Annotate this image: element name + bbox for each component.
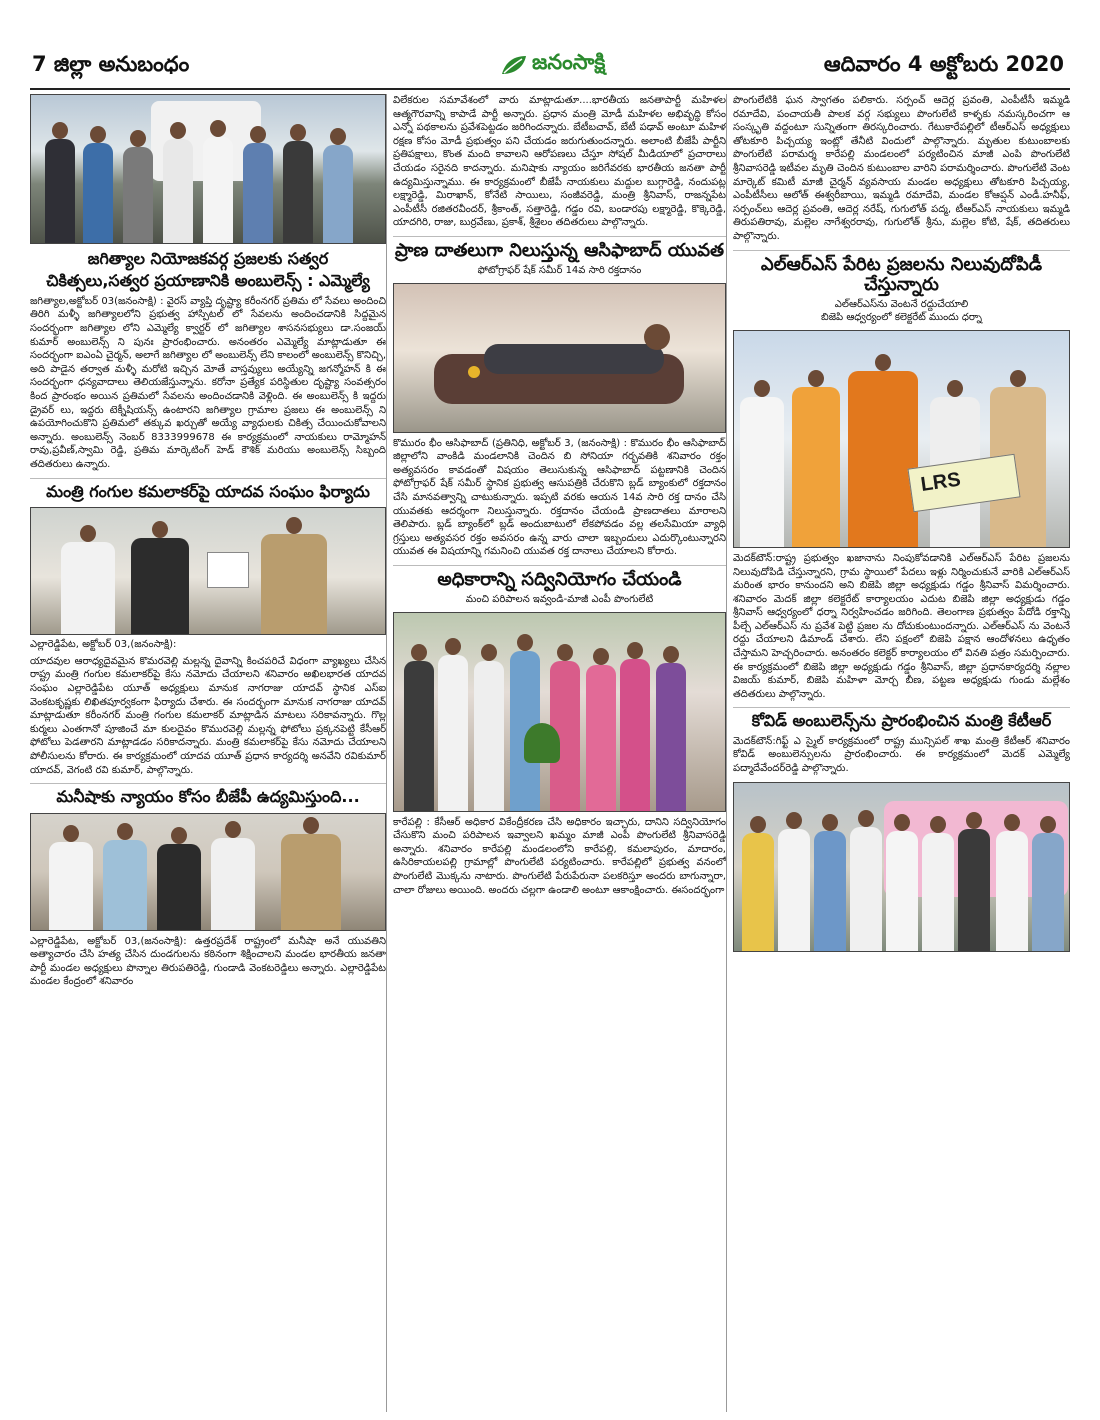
placard-text: LRS — [919, 468, 963, 496]
story-blood-donation-body: కొమురం భీం ఆసిఫాబాద్ (ప్రతినిధి, అక్టోబర్ 3, (జనంసాక్షి) : కొమురం భీం ఆసిఫాబాద్ జిల్లాలోని వాంకిడి మండలానికి చెందిన బి సోనియా గర్భవతికి శనివారం రక్తం అత్యవసరం కావడంతో విషయం తెలుసుకున్న ఆసిఫాబాద్ పట్టణానికి చెందిన ఫోటోగ్రాఫర్ షేక్ సమీర్ స్థానిక ప్రభుత్వ ఆసుపత్రికి చేరుకొని బ్లడ్ బ్యాంకులో రక్తదానం చేసి మానవత్వాన్ని చాటుకున్నారు. ఇప్పటి వరకు ఆయన 14వ సారి రక్త దానం చేసి యువతకు ఆదర్శంగా నిలుస్తున్నారు. రక్తదానం చేయండి ప్రాణదాతలు మారాలని తెలిపారు. బ్లడ్ బ్యాంక్‌లో బ్లడ్ అందుబాటులో లేకపోవడం వల్ల తలసేమియా వ్యాధి గ్రస్తులు అత్యవసర రక్తం అవసరం ఉన్న వారు చాలా ఇబ్బందులు ఎదుర్కొంటున్నారని యువత ఈ విషయాన్ని గమనించి యువత రక్త దానాలు చేయాలని కోరారు. — [393, 437, 726, 558]
story-manisha-headline: మనీషాకు న్యాయం కోసం బీజేపీ ఉద్యమిస్తుంది... — [56, 787, 360, 807]
story-lrs-body: మెదక్‌టౌన్:రాష్ట్ర ప్రభుత్వం ఖజానాను నింపుకోవడానికి ఎల్ఆర్ఎస్ పేరిట ప్రజలను నిలువుదోపిడి చేస్తున్నారని, గ్రామ స్థాయిలో పేదలు ఇళ్లు నిర్మించుకునే వారికి ఎల్ఆర్ఎస్ మరింత భారం కానుందని అని బిజెపి జిల్లా అధ్యక్షుడు గడ్డం శ్రీనివాస్ విమర్శించారు. శనివారం మెదక్ జిల్లా కలెక్టరేట్ కార్యాలయం ఎదుట బిజెపి జిల్లా అధ్యక్షుడు గడ్డం శ్రీనివాస్ ఆధ్వర్యంలో ధర్నా నిర్వహించడం జరిగింది. తెలంగాణ ప్రభుత్వం పేదోడి రక్తాన్ని పీల్చే ఎల్ఆర్ఎస్ ను ప్రవేశ పెట్టి ప్రజల ను దోచుకుంటుందన్నారు. ఎల్ఆర్ఎస్ ను వెంటనే రద్దు చేయాలని డిమాండ్ చేశారు. లేని పక్షంలో బిజెపి పక్షాన ఆందోళనలు ఉధృతం చేస్తామని హెచ్చరించారు. అనంతరం కలెక్టర్ కార్యాలయం లో వినతి పత్రం సమర్పించారు. ఈ కార్యక్రమంలో బిజెపి జిల్లా అధ్యక్షుడు గడ్డం శ్రీనివాస్, జిల్లా ప్రధానకార్యదర్శి నల్లాల విజయ్ కుమార్, బిజెపి మహిళా మోర్చ బీణ, పట్టణ అధ్యక్షుడు గుండు మల్లేశం తదితరులు పాల్గొన్నారు. — [733, 552, 1070, 700]
section-divider — [30, 783, 386, 784]
story-ponguleti-continued-body: పొంగులేటికి ఘన స్వాగతం పలికారు. సర్పంచ్ ఆదెర్ల ప్రవంతి, ఎంపీటీసీ ఇమ్మడి రమాదేవి, పంచాయతీ పాలక వర్గ సభ్యులు పొంగులేటి కాళ్ళకు నమస్కరించగా ఆ సంస్కృతి వద్దంటూ సున్నితంగా తిరస్కరించారు. గేటుకారేపల్లిలో టీఆర్ఎస్ అధ్యక్షులు తోటకూరి పిచ్చయ్య ఇంట్లో తేనీటి విందులో పాల్గొన్నారు. మృతుల కుటుంబాలకు పొంగులేటి పరామర్శ కారేపల్లి మండలంలో పర్యటించిన మాజీ ఎంపి పొంగులేటి శ్రీనివాసరెడ్డి ఇటీవల మృతి చెందిన కుటుంబాల వారిని పరామర్శించారు. పొంగులేటి వెంట మార్కెట్ కమిటీ మాజీ చైర్మన్ వ్యవసాయ మండల అధ్యక్షులు తోటకూరి పిచ్చయ్య, ఎంపీటీసీలు ఆలోత్ ఈశ్వరీబాయి, ఇమ్మడి రమాదేవి, మండల కోఆప్షన్ ఎండీ.హనీఫ్, సర్పంచ్‌లు ఆదెర్ల ప్రవంతి, ఆదెర్ల నరేష్, గుగులోత్ పద్మ, టీఆర్ఎస్ నాయకులు ఇమ్మడి తిరుపతిరావు, మల్లెల నాగేశ్వరరావు, గుగులోత్ శ్రీను, మల్లెల కోటి, షేక్, తదితరులు పాల్గొన్నారు. — [733, 95, 1070, 242]
section-divider — [733, 250, 1070, 251]
story-ambulance-body: జగిత్యాల,అక్టోబర్ 03(జనంసాక్షి) : వైరస్ వ్యాప్తి దృష్ట్యా కరీంనగర్ ప్రతిమ లో సేవలు అందించి తిరిగి మళ్ళీ జగిత్యాలలోని ప్రభుత్వ హాస్పిటల్ లో సేవలను అందించడానికి సిద్దమైన సందర్భంగా జగిత్యాల లోని ఎమ్మెల్యే క్వార్టర్ లో జగిత్యాల శాసనసభ్యులు డా.సంజయ్ కుమార్ అంబులెన్స్ ని పునః ప్రారంభించారు. అనంతరం ఎమ్మెల్యే మాట్లాడుతూ ఈ సందర్భంగా ఐఎంఏ చైర్మన్, అలాగే జగిత్యాల లో అంబులెన్స్ లేని కాలంలో అంబులెన్స్ కొనిచ్చి, అది పాడైన తర్వాత మళ్ళీ మరోటి ఇచ్చిన మోతే వాస్తవ్యులు అయ్యేన్ని జగన్మోహన్ కి ఈ సందర్భంగా ధన్యవాదాలు తెలియజేస్తున్నాను. కరోనా ప్రత్యేక పరిస్థితుల దృష్ట్యా సంవత్సరం కింద ప్రారంభం అయిన ప్రతిమలో సేవలను అందించడానికి వెళ్లింది. ఈ అంబులెన్స్ కి ఇద్దరు డ్రైవర్ లు, ఇద్దరు టెక్నీషియన్స్ ఉంటారని జగిత్యాల గ్రామాల ప్రజలు ఈ అంబులెన్స్ ని ఉపయోగించుకొని ప్రతిమలో తక్కువ ఖర్చుతో అయ్యే వ్యాధులకు చికిత్స చేయించుకోవాలని అన్నారు. అంబులెన్స్ నెంబర్ 8333999678 ఈ కార్యక్రమంలో నాయకులు రామ్మోహన్ రావు,ప్రవీణ్,స్వామి రెడ్డి, ప్రతిమ మార్కెటింగ్ హెడ్ కౌశిక్ మరియు అంబులెన్స్ సిబ్బంది తదితరులు ఉన్నారు. — [30, 295, 386, 470]
stress-ball — [468, 366, 480, 378]
story-ponguleti-headline: అధికారాన్ని సద్వినియోగం చేయండి — [437, 568, 682, 590]
story-lrs-subhead-1: ఎల్ఆర్ఎస్‌ను వెంటనే రద్దుచేయాలి — [834, 298, 969, 310]
bjp-memorandum-photo — [30, 813, 386, 931]
story-blood-donation-subhead: ఫోటోగ్రాఫర్ షేక్ సమీర్ 14వ సారి రక్తదానం — [477, 264, 642, 276]
section-divider — [30, 478, 386, 479]
sapling — [524, 723, 560, 763]
leaf-logo-icon — [500, 54, 528, 76]
newspaper-logo — [500, 50, 605, 80]
blood-donation-photo — [393, 283, 726, 433]
story-ktr-headline: కోవిడ్ అంబులెన్స్‌ను ప్రారంభించిన మంత్రి కేటీఆర్ — [751, 711, 1052, 731]
story-yadava-body: యాదవుల ఆరాధ్యదైవమైన కొమరవెల్లి మల్లన్న దైవాన్ని కించపరిచే విధంగా వ్యాఖ్యలు చేసిన రాష్ట్ర మంత్రి గంగుల కమలాకర్‌పై కేసు నమోదు చేయాలని శనివారం అఖిలభారత యాదవ సంఘం ఎల్లారెడ్డిపేట యూత్ అధ్యక్షులు మానుక నాగరాజు యాదవ్ స్థానిక ఎస్ఐ వెంకటకృష్ణకు లిఖితపూర్వకంగా ఫిర్యాదు చేశారు. ఈ సందర్భంగా మానుక నాగరాజు యాదవ్ మాట్లాడుతూ కరీంనగర్ మంత్రి గంగుల కమలాకర్ మాట్లాడిన మాటలు సరికావన్నారు. గొల్ల కుర్మలు ఎంతగానో పూజించే మా కులదైవం కొమురవెల్లి మల్లన్న ఫోటోలు ప్రక్కనపెట్టి కేసీఆర్ ఫోటోలు పెడతారని మాట్లాడడం సరికాదన్నారు. మంత్రి కమలాకర్‌పై కేసు నమోదు చేయాలని పోలీసులను కోరారు. ఈ కార్యక్రమంలో యాదవ యూత్ ప్రధాన కార్యదర్శి అనవేని రవికుమార్ యాదవ్, వెగంటి రవి కుమార్, పాల్గొన్నారు. — [30, 655, 386, 776]
story-ponguleti-subhead: మంచి పరిపాలన ఇవ్వండి-మాజీ ఎంపీ పొంగులేటి — [465, 593, 654, 605]
donor-figure — [484, 344, 664, 374]
story-ambulance-headline-1: జగిత్యాల నియోజకవర్గ ప్రజలకు సత్వర — [87, 249, 329, 268]
story-ktr-body: మెదక్‌టౌన్:గిఫ్ట్ ఎ స్మైల్ కార్యక్రమంలో రాష్ట్ర మున్సిపల్ శాఖ మంత్రి కేటీఆర్ శనివారం కోవిడ్ అంబులెన్సులను ప్రారంభించారు. ఈ కార్యక్రమంలో మెదక్ ఎమ్మెల్యే పద్మాదేవేందర్‌రెడ్డి పాల్గొన్నారు. — [733, 735, 1070, 775]
story-blood-donation-headline: ప్రాణ దాతలుగా నిలుస్తున్న ఆసిఫాబాద్ యువత — [395, 239, 724, 261]
section-divider — [733, 707, 1070, 708]
logo-text: జనంసాక్షి — [532, 50, 606, 74]
lrs-protest-photo — [733, 330, 1070, 548]
ambulance-team-photo — [30, 94, 386, 244]
donor-head — [644, 324, 670, 350]
story-ponguleti-body: కారేపల్లి : కేసీఆర్ అధికార వికేంద్రీకరణ చేసి అధికారం ఇచ్చారు, దానిని సద్వినియోగం చేసుకొని మంచి పరిపాలన ఇవ్వాలని ఖమ్మం మాజీ ఎంపీ పొంగులేటి శ్రీనివాసరెడ్డి అన్నారు. శనివారం కారేపల్లి మండలంలోని కారేపల్లి, కమలాపురం, మాదారం, ఉసిరికాయలపల్లి గ్రామాల్లో పొంగులేటి పర్యటించారు. కారేపల్లిలో ప్రభుత్వ వనంలో పొంగులేటి మొక్కను నాటారు. పొంగులేటి పేరుపేరునా పలకరిస్తూ అందరు బాగున్నారా, చాలా రోజులు అయింది. అందరు చల్లగా ఉండాలి అంటూ ఆకాంక్షించారు. ఈసందర్భంగా — [393, 816, 726, 896]
story-ambulance-headline-2: చికిత్సలు,సత్వర ప్రయాణానికి అంబులెన్స్ : ఎమ్మెల్యే — [46, 271, 370, 291]
story-lrs-subhead-2: బిజెపి ఆధ్వర్యంలో కలెక్టరేట్ ముందు ధర్నా — [821, 311, 982, 323]
issue-date: ఆదివారం 4 అక్టోబరు 2020 — [823, 52, 1064, 76]
column-right — [726, 94, 1070, 1412]
complaint-handover-photo — [30, 507, 386, 635]
story-manisha-body: ఎల్లారెడ్డిపేట, అక్టోబర్ 03,(జనంసాక్షి): ఉత్తరప్రదేశ్ రాష్ట్రంలో మనీషా అనే యువతిని అత్యాచారం చేసి హత్య చేసిన దుండగులను కఠినంగా శిక్షించాలని మండల భారతీయ జనతా పార్టీ మండల అధ్యక్షులు పొన్నాల తిరుపతిరెడ్డి, గుండాడి వెంకటరెడ్డిలు అన్నారు. ఎల్లారెడ్డిపేట మండల కేంద్రంలో శనివారం — [30, 935, 386, 988]
tree-planting-photo — [393, 612, 726, 812]
story-bjp-continued-body: విలేకరుల సమావేశంలో వారు మాట్లాడుతూ....భారతీయ జనతాపార్టీ మహిళల ఆత్మగౌరవాన్ని కాపాడే పార్టీ అన్నారు. ప్రధాన మంత్రి మోడీ మహిళల అభివృద్ధి కోసం ఎన్నో పథకాలను ప్రవేశపెట్టడం జరిగిందన్నారు. బేటీబచావ్, బేటీ పఢావ్ అంటూ మహిళ రక్షణ కోసం మోడీ ప్రభుత్వం పని చేయడం జరుగుతుందన్నారు. అలాంటి బీజేపీ పార్టీని ప్రతిపక్షాలు, కొంత మంది కావాలని ఆరోపణలు చేస్తూ సోషల్ మీడియాలో ప్రచారాలు చేయడం సరైనది కాదన్నారు. మనిషాకు న్యాయం జరిగేవరకు భారతీయ జనతా పార్టీ ఉద్యమిస్తున్నాము. ఈ కార్యక్రమంలో బీజేపీ నాయకులు మద్దుల బుగ్గారెడ్డి, నందుపట్ల లక్ష్మారెడ్డి, మిరాఖాన్, కోనేటి సాయిలు, సంజీవరెడ్డి, మంత్రి శ్రీనివాస్, రాజన్నపేట ఎంపీటీసీ రజితరవీందర్, శ్రీకాంత్, సత్తారెడ్డి, గడ్డం రవి, బండారపు లక్ష్మారెడ్డి, కొక్కెరెడ్డి, యాదగిరి, రాజు, బుర్రవేణు, ప్రకాశ్, శ్రీశైలం తదితరులు పాల్గొన్నారు. — [393, 95, 726, 229]
page-label: 7 జిల్లా అనుబంధం — [32, 52, 190, 76]
masthead — [30, 46, 1070, 90]
column-middle — [386, 94, 726, 1412]
section-divider — [393, 236, 726, 237]
complaint-paper — [207, 552, 249, 588]
covid-ambulance-photo — [733, 782, 1070, 952]
column-left — [30, 94, 386, 1412]
story-yadava-headline: మంత్రి గంగుల కమలాకర్‌పై యాదవ సంఘం ఫిర్యాదు — [46, 481, 370, 501]
section-divider — [393, 565, 726, 566]
story-yadava-dateline: ఎల్లారెడ్డిపేట, అక్టోబర్ 03,(జనంసాక్షి): — [30, 638, 177, 650]
story-lrs-headline: ఎల్ఆర్ఎస్ పేరిట ప్రజలను నిలువుదోపిడీ చేస్తున్నారు — [760, 253, 1043, 296]
